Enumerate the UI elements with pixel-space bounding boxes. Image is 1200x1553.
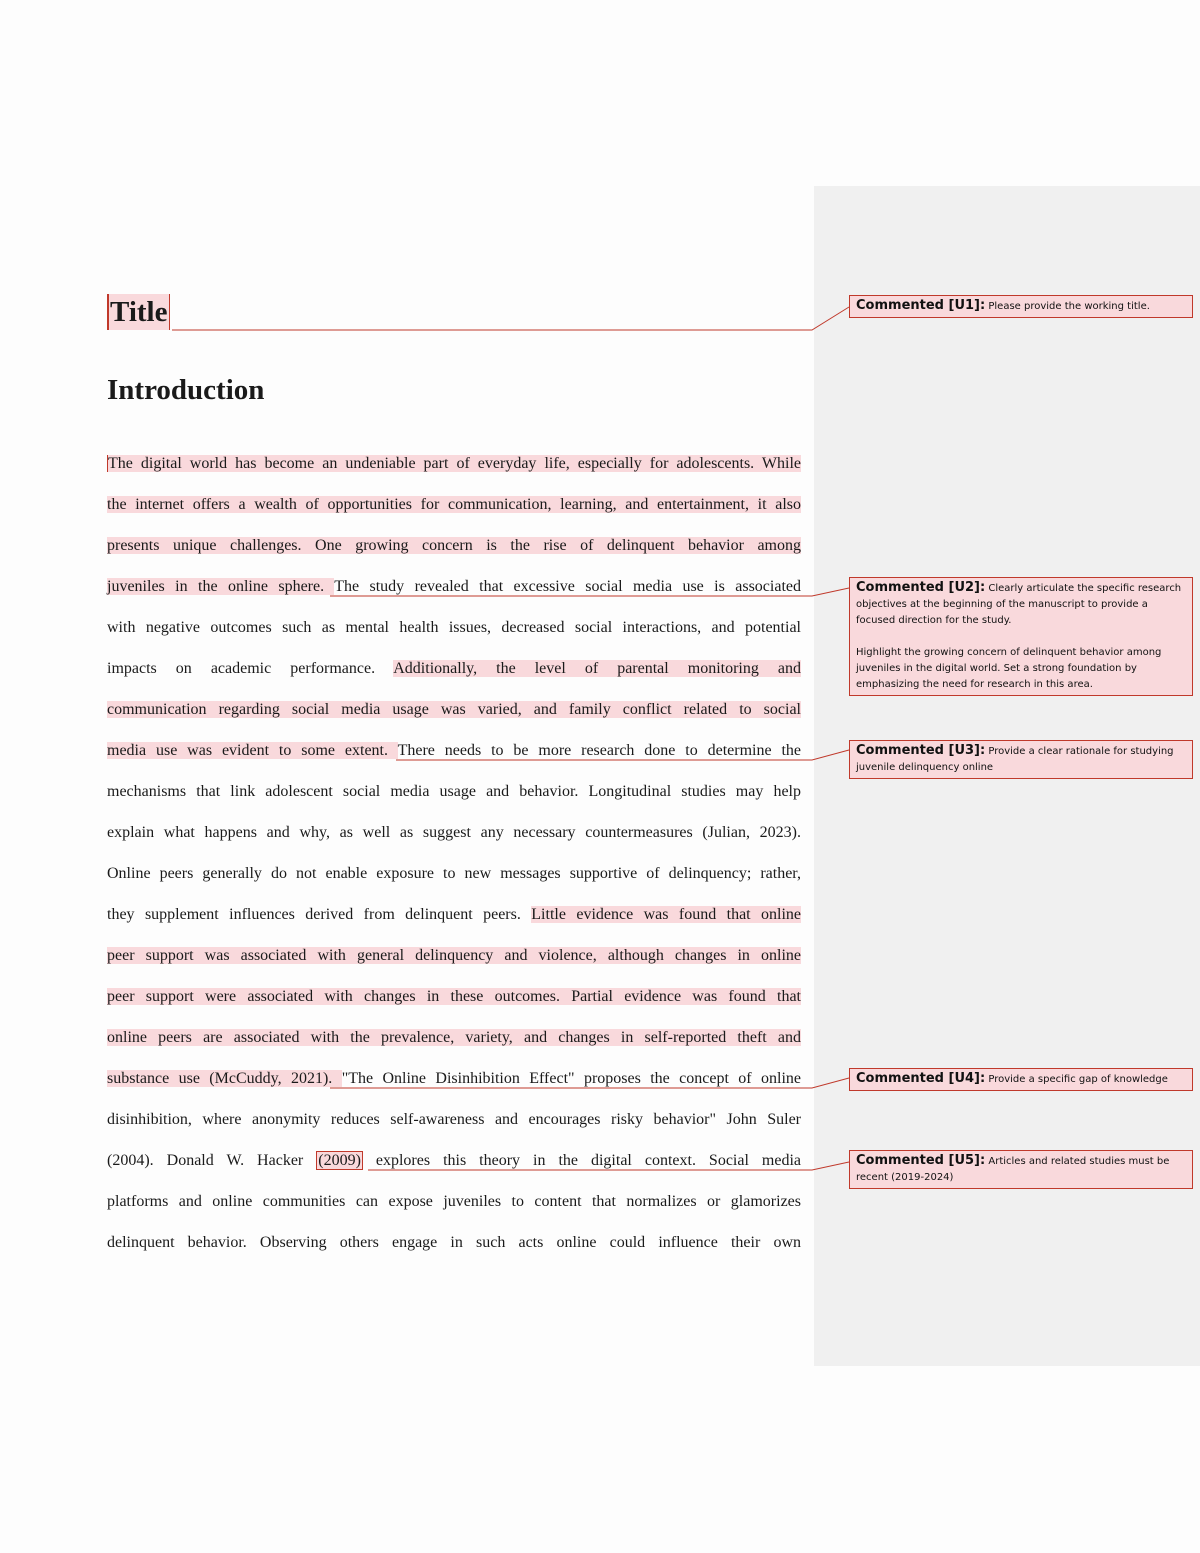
text-segment: mechanisms that link adolescent social media usage and behavior. Longitudinal studies may help [107, 783, 801, 800]
comment-text: Highlight the growing concern of delinquent behavior among juveniles in the digital world. Set a strong foundation by emphasizing the need for research in this area. [856, 647, 1162, 690]
text-segment: explain what happens and why, as well as suggest any necessary countermeasures (Julian, 2023). [107, 824, 801, 841]
leader-line-u3 [396, 750, 849, 760]
highlighted-text[interactable]: peer support were associated with changes in these outcomes. Partial evidence was found that [107, 988, 801, 1005]
highlighted-text[interactable]: the internet offers a wealth of opportunities for communication, learning, and entertainment, it also [107, 496, 801, 513]
comment-text: Please provide the working title. [988, 301, 1150, 312]
highlighted-text[interactable]: online peers are associated with the prevalence, variety, and changes in self-reported theft and [107, 1029, 801, 1046]
text-segment: with negative outcomes such as mental health issues, decreased social interactions, and potential [107, 619, 801, 636]
highlighted-text[interactable]: Additionally, the level of parental monitoring and [393, 660, 801, 677]
highlighted-text[interactable]: Little evidence was found that online [531, 906, 802, 923]
comment-u1[interactable] [849, 295, 1193, 318]
comment-u3[interactable] [849, 740, 1193, 779]
comment-label: Commented [U5]: [856, 1153, 986, 1168]
text-segment: The study revealed that excessive social media use is associated [334, 578, 802, 595]
text-segment: delinquent behavior. Observing others engage in such acts online could influence their own [107, 1234, 801, 1251]
section-heading-introduction: Introduction [107, 374, 265, 406]
highlighted-text[interactable]: juveniles in the online sphere. [107, 578, 335, 595]
leader-line-u2 [330, 588, 849, 596]
comment-u2[interactable] [849, 577, 1193, 696]
highlighted-text[interactable]: peer support was associated with general delinquency and violence, although changes in online [107, 947, 801, 964]
comment-u5[interactable] [849, 1150, 1193, 1189]
comment-label: Commented [U2]: [856, 580, 986, 595]
text-segment: explores this theory in the digital context. Social media [362, 1152, 801, 1169]
text-segment: impacts on academic performance. [107, 660, 394, 677]
comment-label: Commented [U1]: [856, 298, 986, 313]
comment-label: Commented [U3]: [856, 743, 986, 758]
comment-text: Provide a clear rationale for studying juvenile delinquency online [856, 746, 1174, 773]
comment-text: Provide a specific gap of knowledge [988, 1074, 1168, 1085]
text-segment: There needs to be more research done to determine the [397, 742, 801, 759]
comment-text: Articles and related studies must be recent (2019-2024) [856, 1156, 1170, 1183]
text-segment: disinhibition, where anonymity reduces self-awareness and encourages risky behavior" John Suler [107, 1111, 801, 1128]
comment-label: Commented [U4]: [856, 1071, 986, 1086]
text-segment: they supplement influences derived from delinquent peers. [107, 906, 532, 923]
document-title[interactable]: Title [107, 294, 170, 330]
leader-line-u5 [368, 1162, 849, 1170]
text-segment: Online peers generally do not enable exposure to new messages supportive of delinquency; rather, [107, 865, 801, 882]
leader-line-u1 [172, 307, 849, 330]
highlighted-text[interactable]: The digital world has become an undeniable part of everyday life, especially for adolescents. While [108, 455, 801, 472]
highlighted-text[interactable]: substance use (McCuddy, 2021). [107, 1070, 342, 1087]
highlighted-text[interactable]: media use was evident to some extent. [107, 742, 398, 759]
comment-text: Clearly articulate the specific research objectives at the beginning of the manuscript to provide a focused direction for the study. [856, 583, 1182, 626]
highlighted-text[interactable]: communication regarding social media usage was varied, and family conflict related to social [107, 701, 801, 718]
highlighted-text[interactable]: presents unique challenges. One growing concern is the rise of delinquent behavior among [107, 537, 801, 554]
text-segment: (2004). Donald W. Hacker [107, 1152, 317, 1169]
comment-u4[interactable] [849, 1068, 1193, 1091]
text-segment: platforms and online communities can expose juveniles to content that normalizes or glamorizes [107, 1193, 801, 1210]
leader-line-u4 [330, 1078, 849, 1088]
highlighted-text[interactable]: (2009) [318, 1152, 361, 1169]
text-segment: "The Online Disinhibition Effect" proposes the concept of online [341, 1070, 801, 1087]
